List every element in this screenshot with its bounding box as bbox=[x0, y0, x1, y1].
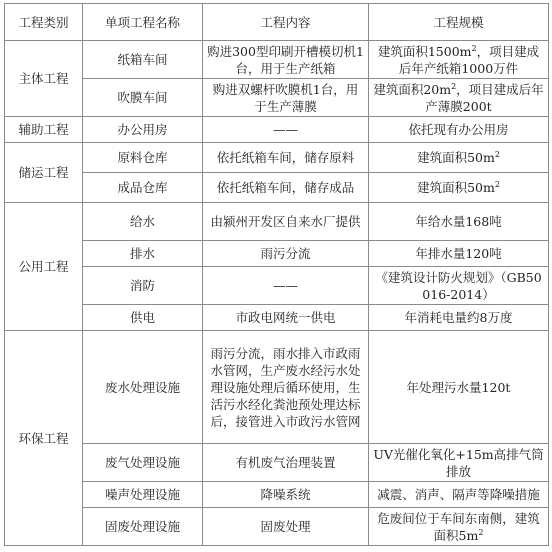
scale-cell: 建筑面积$1500m^2$，项目建成后年产纸箱1000万件 bbox=[369, 41, 549, 79]
table-row bbox=[5, 173, 549, 203]
content-cell: 依托纸箱车间，储存成品 bbox=[203, 173, 369, 203]
item-name-cell: 排水 bbox=[83, 241, 203, 267]
header-content: 工程内容 bbox=[203, 4, 369, 41]
content-cell: —— bbox=[203, 267, 369, 305]
category-cell: 主体工程 bbox=[5, 41, 83, 117]
project-composition-table bbox=[4, 3, 549, 546]
item-name-cell: 噪声处理设施 bbox=[83, 482, 203, 508]
table-row bbox=[5, 241, 549, 267]
table-row bbox=[5, 203, 549, 241]
content-cell: 降噪系统 bbox=[203, 482, 369, 508]
content-cell: 有机废气治理装置 bbox=[203, 444, 369, 482]
content-cell: 市政电网统一供电 bbox=[203, 305, 369, 331]
item-name-cell: 废水处理设施 bbox=[83, 331, 203, 444]
item-name-cell: 固废处理设施 bbox=[83, 508, 203, 546]
item-name-cell: 供电 bbox=[83, 305, 203, 331]
table-row bbox=[5, 508, 549, 546]
scale-cell: 建筑面积$20m^2$，项目建成后年产薄膜200t bbox=[369, 79, 549, 117]
table-row bbox=[5, 79, 549, 117]
scale-cell: 依托现有办公用房 bbox=[369, 117, 549, 143]
item-name-cell: 原料仓库 bbox=[83, 143, 203, 173]
content-cell: 雨污分流 bbox=[203, 241, 369, 267]
scale-cell: 年处理污水量120t bbox=[369, 331, 549, 444]
scale-cell: 年排水量120吨 bbox=[369, 241, 549, 267]
scale-cell: 年消耗电量约8万度 bbox=[369, 305, 549, 331]
item-name-cell: 给水 bbox=[83, 203, 203, 241]
item-name-cell: 纸箱车间 bbox=[83, 41, 203, 79]
content-cell: 购进双螺杆吹膜机1台，用于生产薄膜 bbox=[203, 79, 369, 117]
table-row bbox=[5, 41, 549, 79]
category-cell: 储运工程 bbox=[5, 143, 83, 203]
scale-cell: 危废间位于车间东南侧，建筑面积$5m^2$ bbox=[369, 508, 549, 546]
content-cell: 购进300型印刷开槽模切机1台，用于生产纸箱 bbox=[203, 41, 369, 79]
table-row bbox=[5, 267, 549, 305]
header-row bbox=[5, 4, 549, 41]
content-cell: 雨污分流，雨水排入市政雨水管网，生产废水经污水处理设施处理后循环使用，生活污水经化粪池预处理达标后，接管进入市政污水管网 bbox=[203, 331, 369, 444]
scale-cell: 建筑面积$50m^2$ bbox=[369, 173, 549, 203]
item-name-cell: 办公用房 bbox=[83, 117, 203, 143]
item-name-cell: 废气处理设施 bbox=[83, 444, 203, 482]
item-name-cell: 吹膜车间 bbox=[83, 79, 203, 117]
table-row bbox=[5, 331, 549, 444]
header-scale: 工程规模 bbox=[369, 4, 549, 41]
content-cell: 固废处理 bbox=[203, 508, 369, 546]
header-category: 工程类别 bbox=[5, 4, 83, 41]
scale-cell: 年给水量168吨 bbox=[369, 203, 549, 241]
scale-cell: 《建筑设计防火规划》（GB50016-2014） bbox=[369, 267, 549, 305]
category-cell: 辅助工程 bbox=[5, 117, 83, 143]
item-name-cell: 消防 bbox=[83, 267, 203, 305]
scale-cell: 减震、消声、隔声等降噪措施 bbox=[369, 482, 549, 508]
scale-cell: 建筑面积$50m^2$ bbox=[369, 143, 549, 173]
content-cell: —— bbox=[203, 117, 369, 143]
header-item-name: 单项工程名称 bbox=[83, 4, 203, 41]
category-cell: 公用工程 bbox=[5, 203, 83, 331]
content-cell: 由颍州开发区自来水厂提供 bbox=[203, 203, 369, 241]
content-cell: 依托纸箱车间，储存原料 bbox=[203, 143, 369, 173]
table-row bbox=[5, 117, 549, 143]
table-row bbox=[5, 482, 549, 508]
table-row bbox=[5, 143, 549, 173]
item-name-cell: 成品仓库 bbox=[83, 173, 203, 203]
table-row bbox=[5, 444, 549, 482]
table-row bbox=[5, 305, 549, 331]
category-cell: 环保工程 bbox=[5, 331, 83, 546]
scale-cell: UV光催化氧化+15m高排气筒排放 bbox=[369, 444, 549, 482]
